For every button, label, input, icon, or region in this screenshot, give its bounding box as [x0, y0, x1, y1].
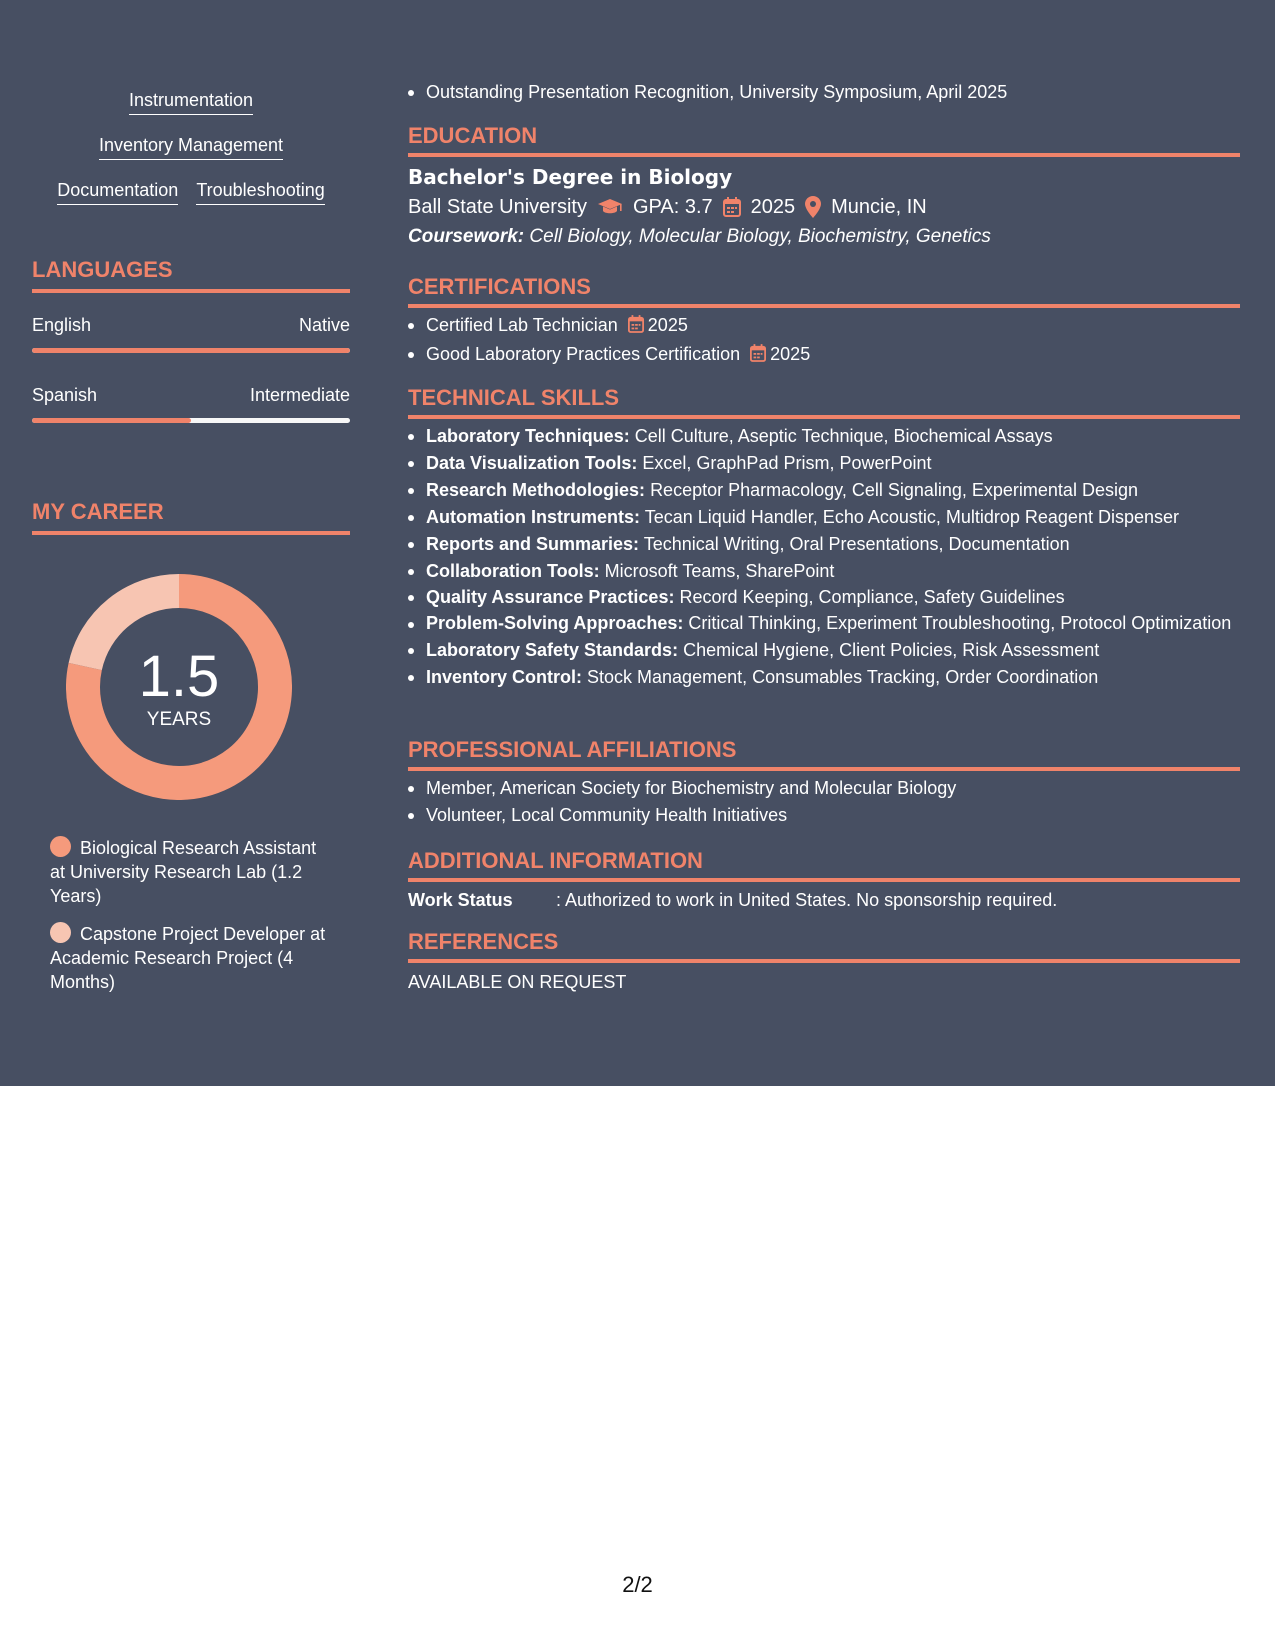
affiliations-list [408, 775, 1240, 829]
skill-text: Chemical Hygiene, Client Policies, Risk Assessment [683, 640, 1100, 661]
languages-heading: LANGUAGES [32, 257, 350, 293]
education-heading: EDUCATION [408, 123, 1240, 157]
location-pin-icon [805, 196, 821, 218]
career-legend-dot [50, 922, 71, 943]
skill-label: Data Visualization Tools: [426, 452, 638, 473]
skill-text: Microsoft Teams, SharePoint [604, 560, 835, 581]
page-number: 2/2 [622, 1572, 653, 1597]
list-item: Member, American Society for Biochemistry and Molecular Biology [408, 775, 1240, 802]
education-location: Muncie, IN [831, 196, 927, 218]
skill-text: Tecan Liquid Handler, Echo Acoustic, Multidrop Reagent Dispenser [644, 506, 1179, 527]
skill-tag: Documentation [57, 180, 178, 205]
certification-item [408, 341, 1240, 370]
work-status [408, 888, 1057, 912]
list-item [408, 558, 1240, 585]
awards-list [408, 79, 1240, 106]
language-english [32, 314, 350, 353]
skill-text: Receptor Pharmacology, Cell Signaling, Experimental Design [650, 479, 1138, 500]
language-spanish [32, 384, 350, 423]
certification-item [408, 312, 1240, 341]
education-meta [408, 194, 927, 220]
skill-tag: Instrumentation [129, 90, 253, 115]
certifications-heading: CERTIFICATIONS [408, 274, 1240, 308]
career-heading: MY CAREER [32, 499, 350, 535]
skill-label: Research Methodologies: [426, 479, 646, 500]
language-bar [32, 418, 350, 423]
language-level: Intermediate [249, 385, 350, 405]
certification-year: 2025 [647, 315, 688, 335]
career-total-years: 1.5 [138, 644, 220, 709]
references-text: AVAILABLE ON REQUEST [408, 972, 627, 992]
skill-label: Problem-Solving Approaches: [426, 613, 684, 634]
list-item [408, 504, 1240, 531]
skill-tag: Troubleshooting [196, 180, 324, 205]
calendar-icon [628, 314, 644, 341]
education-year: 2025 [750, 196, 796, 218]
list-item [408, 664, 1240, 691]
list-item [408, 611, 1240, 637]
skill-text: Cell Culture, Aseptic Technique, Biochemical Assays [634, 426, 1053, 446]
skill-text: Excel, GraphPad Prism, PowerPoint [642, 452, 932, 473]
technical-skills-heading: TECHNICAL SKILLS [408, 385, 1240, 419]
education-school: Ball State University [408, 196, 587, 218]
skill-row [32, 180, 350, 205]
skill-tag: Inventory Management [99, 135, 283, 160]
skill-text: Critical Thinking, Experiment Troubleshooting, Protocol Optimization [688, 613, 1232, 634]
skill-text: Record Keeping, Compliance, Safety Guidelines [679, 587, 1065, 608]
certification-year: 2025 [770, 344, 811, 364]
skill-row [32, 90, 350, 115]
language-bar [32, 348, 350, 353]
language-name: Spanish [32, 385, 98, 405]
language-name: English [32, 315, 92, 335]
skill-label: Collaboration Tools: [426, 560, 600, 581]
list-item [408, 477, 1240, 504]
work-status-label: Work Status [408, 890, 513, 910]
additional-info-heading: ADDITIONAL INFORMATION [408, 848, 1240, 882]
list-item [408, 450, 1240, 477]
language-bar-fill [32, 418, 191, 423]
sidebar [0, 0, 383, 1086]
list-item: Outstanding Presentation Recognition, University Symposium, April 2025 [408, 79, 1240, 106]
graduation-cap-icon [597, 198, 623, 216]
list-item [408, 531, 1240, 558]
skill-label: Quality Assurance Practices: [426, 587, 675, 608]
calendar-icon [723, 197, 741, 217]
language-level: Native [298, 315, 350, 335]
education-degree: Bachelor's Degree in Biology [408, 165, 733, 189]
coursework-text: Cell Biology, Molecular Biology, Biochemistry, Genetics [529, 226, 991, 247]
skill-label: Reports and Summaries: [426, 533, 640, 554]
education-coursework [408, 224, 991, 250]
work-status-value: : Authorized to work in United States. No sponsorship required. [556, 890, 1058, 910]
certification-name: Good Laboratory Practices Certification [426, 344, 741, 364]
affiliations-heading: PROFESSIONAL AFFILIATIONS [408, 737, 1240, 771]
certifications-list [408, 312, 1240, 370]
career-item-text: Biological Research Assistant at University Research Lab (1.2 Years) [50, 838, 317, 906]
career-item [50, 922, 330, 994]
career-legend-dot [50, 836, 71, 857]
skill-label: Laboratory Safety Standards: [426, 640, 679, 661]
education-gpa: GPA: 3.7 [632, 196, 713, 218]
skill-label: Automation Instruments: [426, 506, 640, 527]
calendar-icon [750, 343, 766, 370]
coursework-label: Coursework: [408, 226, 525, 247]
list-item [408, 423, 1240, 450]
skill-label: Laboratory Techniques: [426, 426, 630, 446]
skill-row [32, 135, 350, 160]
skill-text: Stock Management, Consumables Tracking, Order Coordination [587, 667, 1099, 688]
career-total-unit: YEARS [146, 709, 212, 730]
certification-name: Certified Lab Technician [426, 315, 618, 335]
list-item [408, 637, 1240, 664]
language-bar-fill [32, 348, 350, 353]
list-item: Volunteer, Local Community Health Initiatives [408, 802, 1240, 829]
career-item [50, 836, 330, 908]
skill-label: Inventory Control: [426, 667, 582, 688]
career-item-text: Capstone Project Developer at Academic Research Project (4 Months) [50, 924, 326, 992]
references-heading: REFERENCES [408, 929, 1240, 963]
technical-skills-list [408, 423, 1240, 691]
skill-text: Technical Writing, Oral Presentations, Documentation [643, 533, 1070, 554]
list-item [408, 584, 1240, 611]
